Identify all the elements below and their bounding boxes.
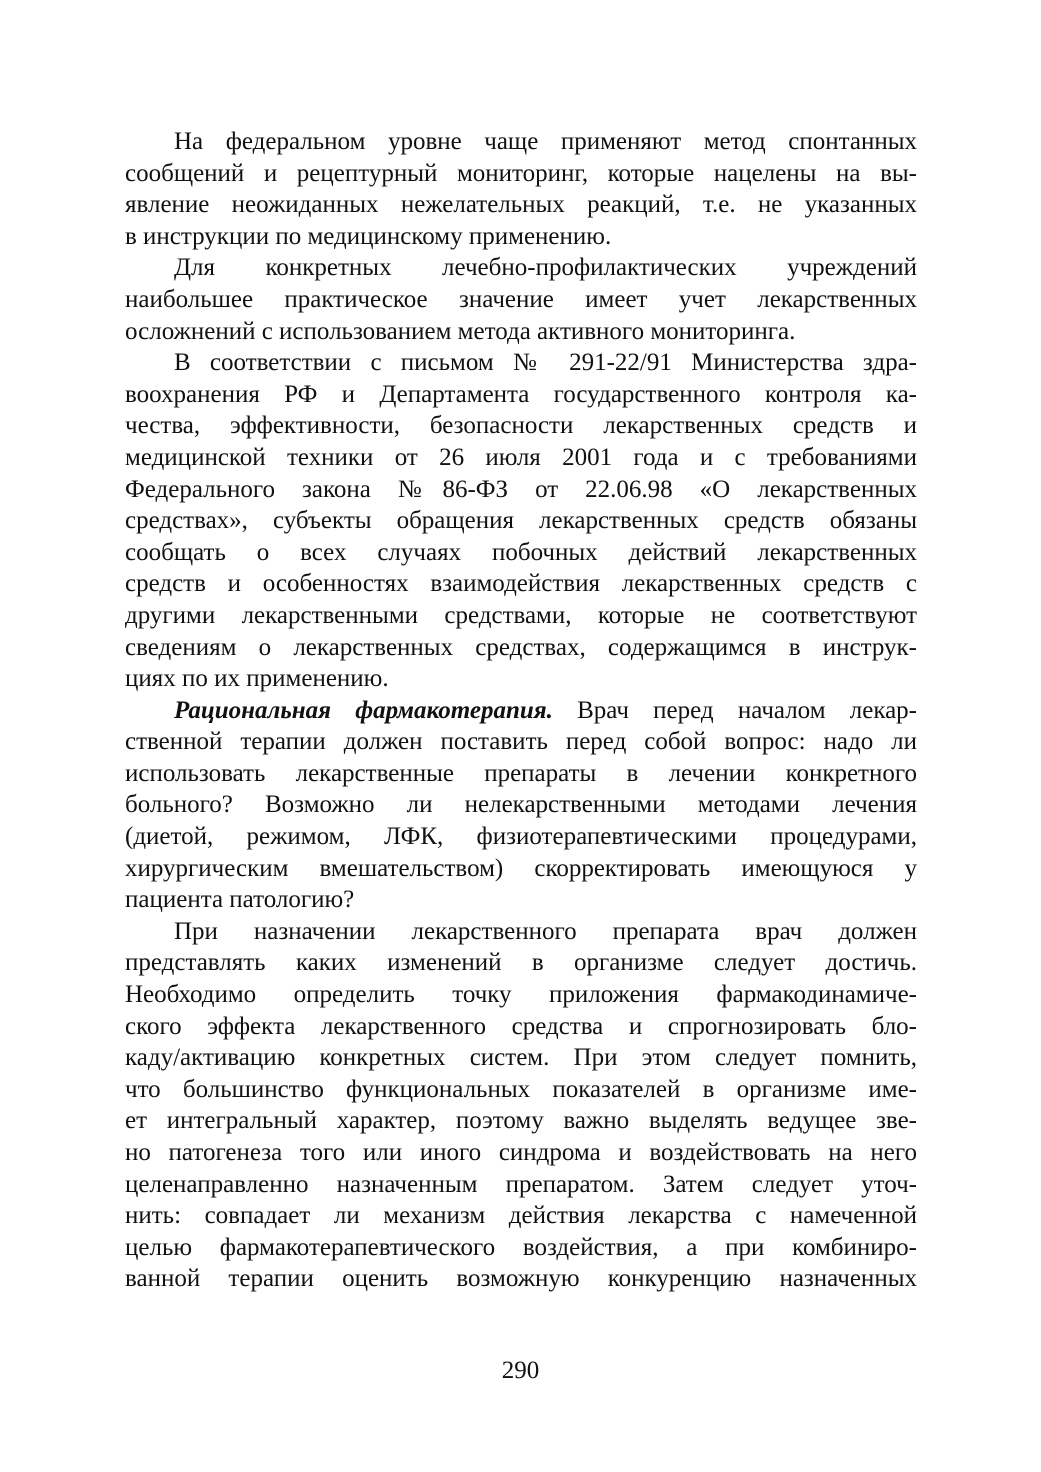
text-line: сообщать о всех случаях побочных действий лекарственных xyxy=(125,538,917,566)
text-line: Необходимо определить точку приложения фармакодинамиче- xyxy=(125,981,917,1009)
text-line: другими лекарственными средствами, которые не соответствуют xyxy=(125,601,917,629)
text-line: каду/активацию конкретных систем. При этом следует помнить, xyxy=(125,1044,917,1072)
run-in-heading: Рациональная фармакотерапия. xyxy=(174,696,553,724)
text-line: (диетой, режимом, ЛФК, физиотерапевтическими процедурами, xyxy=(125,823,917,851)
text-run: Врач перед началом лекар- xyxy=(552,696,917,724)
text-line: нить: совпадает ли механизм действия лекарства с намеченной xyxy=(125,1202,917,1230)
text-line: целенаправленно назначенным препаратом. Затем следует уточ- xyxy=(125,1170,917,1198)
text-line: целью фармакотерапевтического воздействия, а при комбиниро- xyxy=(125,1233,917,1261)
text-line: средствах», субъекты обращения лекарственных средств обязаны xyxy=(125,507,917,535)
text-line: ского эффекта лекарственного средства и спрогнозировать бло- xyxy=(125,1012,917,1040)
text-line: пациента патологию? xyxy=(125,886,355,914)
paragraph xyxy=(125,695,917,916)
text-line: ванной терапии оценить возможную конкуренцию назначенных xyxy=(125,1265,917,1293)
text-line: Федерального закона №86-ФЗ от 22.06.98 «О лекарственных xyxy=(125,475,917,503)
text-line: наибольшее практическое значение имеет учет лекарственных xyxy=(125,285,917,313)
text-line: больного? Возможно ли нелекарственными методами лечения xyxy=(125,791,917,819)
text-line: хирургическим вмешательством) скорректировать имеющуюся у xyxy=(125,854,917,882)
text-line: сообщений и рецептурный мониторинг, которые нацелены на вы- xyxy=(125,159,917,187)
text-line: циях по их применению. xyxy=(125,665,389,693)
body-text xyxy=(125,126,917,1295)
text-line: использовать лекарственные препараты в лечении конкретного xyxy=(125,759,917,787)
text-line: При назначении лекарственного препарата врач должен xyxy=(174,917,917,945)
text-line: в инструкции по медицинскому применению. xyxy=(125,222,612,250)
text-line: ственной терапии должен поставить перед собой вопрос: надо ли xyxy=(125,728,917,756)
text-line: воохранения РФ и Департамента государственного контроля ка- xyxy=(125,380,917,408)
text-line: явление неожиданных нежелательных реакций, т.е. не указанных xyxy=(125,191,917,219)
text-line: Для конкретных лечебно-профилактических учреждений xyxy=(174,254,917,282)
text-line: сведениям о лекарственных средствах, содержащимся в инструк- xyxy=(125,633,917,661)
text-line: На федеральном уровне чаще применяют метод спонтанных xyxy=(174,128,917,155)
text-line: средств и особенностях взаимодействия лекарственных средств с xyxy=(125,570,917,598)
paragraph xyxy=(125,252,917,347)
text-line: чества, эффективности, безопасности лекарственных средств и xyxy=(125,412,917,440)
text-line: В соответствии с письмом № 291-22/91 Министерства здра- xyxy=(174,349,917,377)
text-line: ет интегральный характер, поэтому важно выделять ведущее зве- xyxy=(125,1107,917,1135)
paragraph xyxy=(125,916,917,1295)
text-line: что большинство функциональных показателей в организме име- xyxy=(125,1075,917,1103)
text-line: но патогенеза того или иного синдрома и воздействовать на него xyxy=(125,1139,917,1166)
paragraph xyxy=(125,347,917,695)
text-line: представлять каких изменений в организме следует достичь. xyxy=(125,949,917,977)
text-line: медицинской техники от 26 июля 2001 года и с требованиями xyxy=(125,443,917,471)
paragraph xyxy=(125,126,917,252)
text-line xyxy=(125,695,917,727)
text-line: осложнений с использованием метода активного мониторинга. xyxy=(125,317,796,345)
page-number: 290 xyxy=(501,1357,540,1384)
